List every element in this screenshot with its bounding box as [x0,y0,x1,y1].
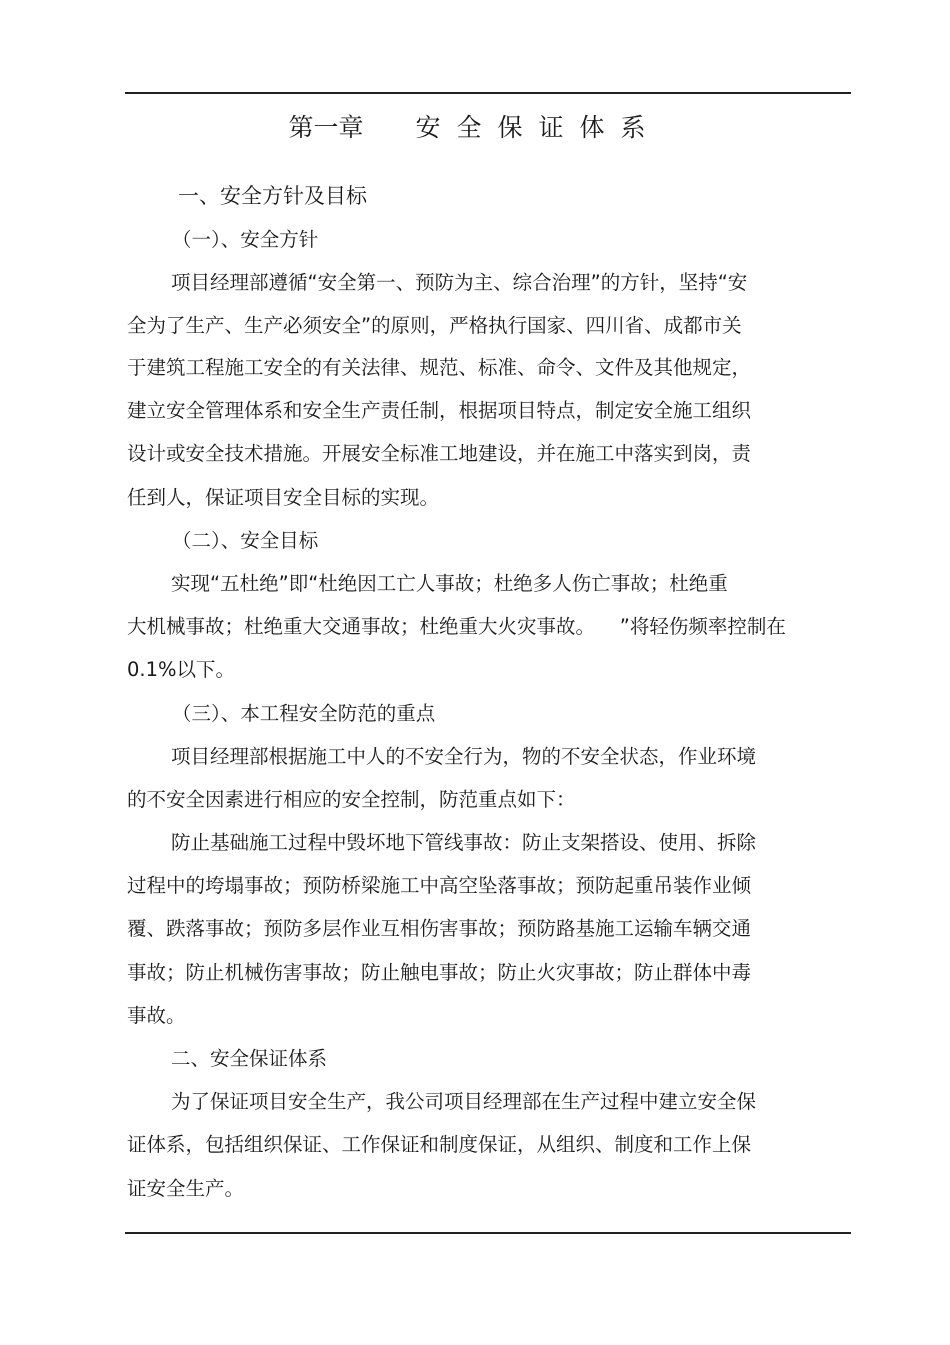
paragraph-line: 过程中的垮塌事故；预防桥梁施工中高空坠落事故；预防起重吊装作业倾 [127,874,752,897]
chapter-heading: 安全保证体系 [415,113,662,142]
header-rule [125,92,851,94]
paragraph-line: 的不安全因素进行相应的安全控制，防范重点如下： [127,788,576,811]
footer-rule [125,1232,851,1234]
paragraph-line: 事故。 [127,1004,186,1027]
paragraph-line: 大机械事故；杜绝重大交通事故；杜绝重大火灾事故。 ”将轻伤频率控制在 [127,615,786,638]
paragraph-line: 设计或安全技术措施。开展安全标准工地建设，并在施工中落实到岗，责 [127,442,752,465]
paragraph-line: 于建筑工程施工安全的有关法律、规范、标准、命令、文件及其他规定， [127,356,752,379]
paragraph-line: 覆、跌落事故；预防多层作业互相伤害事故；预防路基施工运输车辆交通 [127,917,752,940]
paragraph-line: 任到人，保证项目安全目标的实现。 [127,486,440,509]
paragraph-line: 建立安全管理体系和安全生产责任制，根据项目特点，制定安全施工组织 [127,399,752,422]
subsection-heading-1: （一）、安全方针 [172,228,319,251]
paragraph-line: 项目经理部遵循“安全第一、预防为主、综合治理”的方针，坚持“安 [171,271,748,294]
paragraph-line: 项目经理部根据施工中人的不安全行为，物的不安全状态，作业环境 [171,745,757,768]
chapter-title [0,110,950,146]
paragraph-line: 证安全生产。 [127,1177,245,1200]
section-heading-2: 二、安全保证体系 [171,1047,328,1070]
subsection-heading-2: （二）、安全目标 [172,529,319,552]
chapter-number: 第一章 [288,113,364,142]
paragraph-line: 全为了生产、生产必须安全”的原则，严格执行国家、四川省、成都市关 [127,314,742,337]
paragraph-line: 证体系，包括组织保证、工作保证和制度保证，从组织、制度和工作上保 [127,1133,752,1156]
paragraph-line: 实现“五杜绝”即“杜绝因工亡人事故；杜绝多人伤亡事故；杜绝重 [171,572,728,595]
paragraph-line: 为了保证项目安全生产，我公司项目经理部在生产过程中建立安全保 [171,1090,757,1113]
paragraph-line: 事故；防止机械伤害事故；防止触电事故；防止火灾事故；防止群体中毒 [127,961,752,984]
section-heading-1: 一、安全方针及目标 [178,184,367,208]
paragraph-line: 0.1%以下。 [127,658,236,681]
paragraph-line: 防止基础施工过程中毁坏地下管线事故：防止支架搭设、使用、拆除 [171,831,757,854]
subsection-heading-3: （三）、本工程安全防范的重点 [172,702,436,725]
